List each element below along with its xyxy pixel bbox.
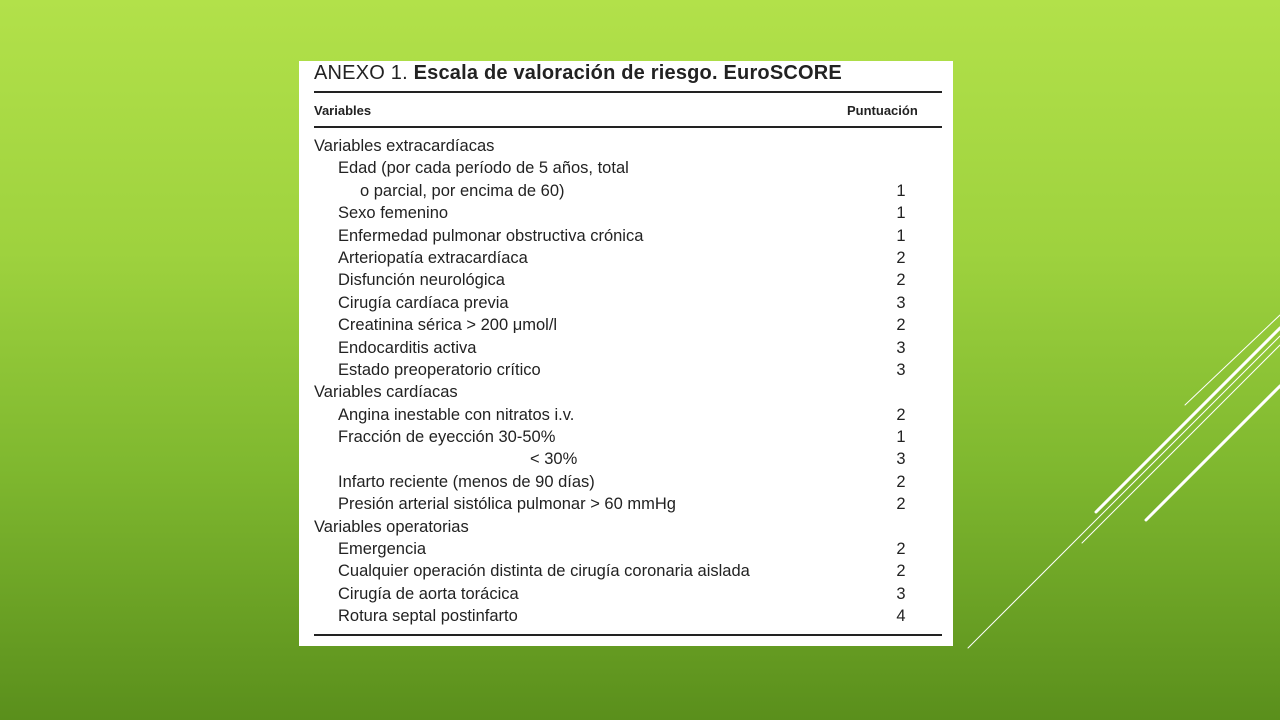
bottom-rule [314,634,942,636]
table-row [314,314,942,336]
row-label: Creatinina sérica > 200 μmol/l [338,316,558,335]
section-header-row [314,135,942,157]
title-prefix: ANEXO 1. [314,62,408,84]
euroscore-document [299,61,953,646]
table-row [314,337,942,359]
table-row [314,426,942,448]
row-label: Emergencia [338,540,427,559]
row-label: Sexo femenino [338,204,449,223]
row-label: < 30% [530,450,578,469]
header-score: Puntuación [847,103,918,118]
row-label: Arteriopatía extracardíaca [338,248,528,267]
table-row [314,359,942,381]
table-row [314,225,942,247]
table-row [314,493,942,515]
row-label: Cirugía de aorta torácica [338,584,519,603]
row-label: Presión arterial sistólica pulmonar > 60 mmHg [338,495,676,514]
row-score: 2 [896,405,906,424]
row-score: 1 [896,181,906,200]
row-label: Fracción de eyección 30-50% [338,428,556,447]
row-score: 2 [896,495,906,514]
row-label: Variables operatorias [314,517,469,536]
row-score: 1 [896,204,906,223]
row-score: 3 [896,293,906,312]
row-score: 3 [896,338,906,357]
header-rule [314,126,942,128]
table-row [314,560,942,582]
row-score: 2 [896,316,906,335]
row-score: 3 [896,584,906,603]
row-label: Cirugía cardíaca previa [338,293,509,312]
header-variables: Variables [314,103,372,118]
title-rule [314,91,942,93]
row-label: Infarto reciente (menos de 90 días) [338,472,595,491]
row-label: Disfunción neurológica [338,271,505,290]
row-score: 2 [896,472,906,491]
table-row [314,269,942,291]
table-row [314,180,942,202]
row-label: Rotura septal postinfarto [338,607,518,626]
row-score: 3 [896,360,906,379]
title-main: Escala de valoración de riesgo. EuroSCORE [413,62,842,84]
row-score: 1 [896,226,906,245]
row-label: Edad (por cada período de 5 años, total [338,159,629,178]
table-row [314,538,942,560]
row-score: 4 [896,607,906,626]
section-header-row [314,516,942,538]
document-title [314,62,842,85]
row-label: Enfermedad pulmonar obstructiva crónica [338,226,644,245]
row-score: 2 [896,248,906,267]
row-label: o parcial, por encima de 60) [360,181,565,200]
table-row [314,292,942,314]
table-row [314,404,942,426]
row-score: 1 [896,428,906,447]
row-label: Cualquier operación distinta de cirugía coronaria aislada [338,562,750,581]
row-label: Variables extracardíacas [314,137,495,155]
row-label: Variables cardíacas [314,383,458,402]
table-row [314,247,942,269]
table-row [314,157,942,179]
table-row [314,583,942,605]
row-score: 2 [896,562,906,581]
row-label: Estado preoperatorio crítico [338,360,541,379]
row-score: 2 [896,540,906,559]
section-header-row [314,381,942,403]
row-score: 2 [896,271,906,290]
row-score: 3 [896,450,906,469]
table-row [314,605,942,627]
table-row [314,202,942,224]
table-row [314,448,942,470]
row-label: Endocarditis activa [338,338,477,357]
score-table [314,135,942,628]
row-label: Angina inestable con nitratos i.v. [338,405,575,424]
table-row [314,471,942,493]
